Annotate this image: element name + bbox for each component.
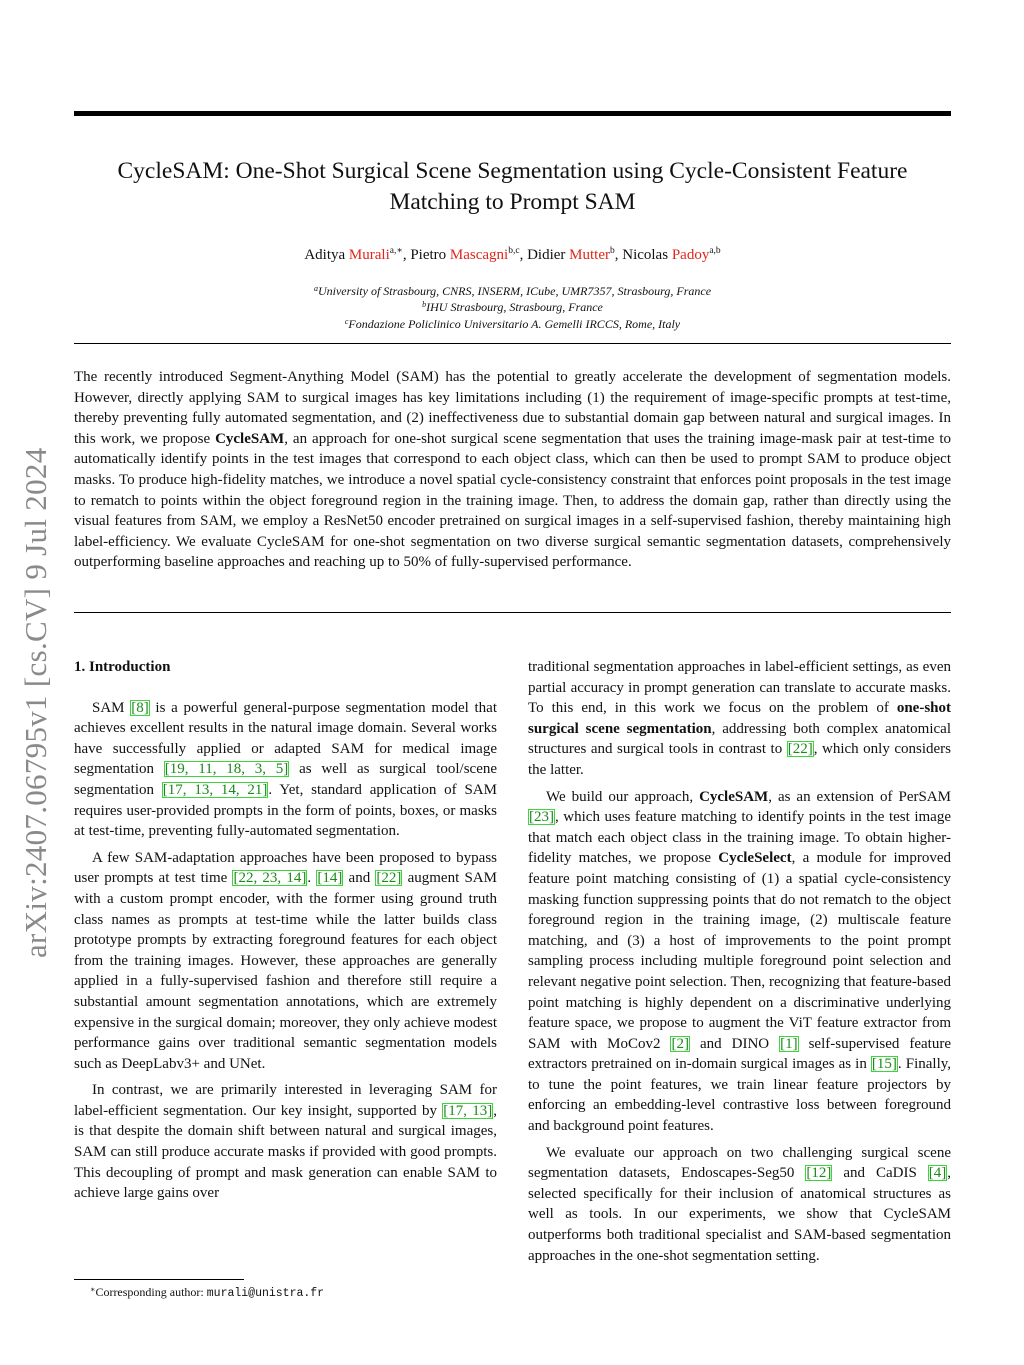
- abstract-method-name: CycleSAM: [215, 430, 285, 447]
- citation-link[interactable]: [12]: [806, 1165, 832, 1182]
- citation-link[interactable]: [22]: [376, 870, 402, 887]
- author-link[interactable]: Padoy: [671, 247, 710, 263]
- right-column: [528, 657, 951, 1266]
- affiliation-text: University of Strasbourg, CNRS, INSERM, ICube, UMR7357, Strasbourg, France: [317, 284, 712, 298]
- affiliation-line: [74, 299, 951, 315]
- intro-paragraph-6: We evaluate our approach on two challenging surgical scene segmentation datasets, Endoscapes-Seg50 [12] and CaDIS [4], selected specifically for their inclusion of anatomical structures as well as tools. In our experiments, we show that CycleSAM outperforms both traditional specialist and SAM-based segmentation approaches in the one-shot segmentation setting.: [528, 1144, 951, 1264]
- author-affil-mark: b,c: [508, 246, 520, 256]
- top-rule: [74, 111, 951, 116]
- intro-paragraph-5: We build our approach, CycleSAM, as an extension of PerSAM [23], which uses feature matching to identify points in the test image that match each object class in the training image. To obtain higher-fidelity matches, we propose CycleSelect, a module for improved feature point matching consisting of (1) a spatial cycle-consistency masking function suppressing points that do not rematch to the object foreground region in the training image, (2) multiscale feature matching, and (3) a host of improvements to the point prompt sampling process including multiple foreground point selection and relevant negative point selection. Then, recognizing that feature-based point matching is highly dependent on a discriminative underlying feature space, we propose to augment the ViT feature extractor from SAM with MoCov2 [2] and DINO [1] self-supervised feature extractors pretrained on in-domain surgical images as in [15]. Finally, to tune the point features, we train linear feature projectors by enforcing an embedding-level contrastive loss between foreground and background point features.: [528, 788, 952, 1135]
- title-line-1: CycleSAM: One-Shot Surgical Scene Segmentation using Cycle-Consistent Feature: [117, 158, 908, 184]
- emphasis-text: one-shot surgical scene segmentation: [528, 700, 951, 737]
- citation-link[interactable]: [2]: [671, 1035, 689, 1052]
- citation-link[interactable]: [17, 13]: [443, 1102, 493, 1119]
- abstract: [74, 367, 951, 573]
- affiliations: [74, 283, 951, 332]
- title-line-2: Matching to Prompt SAM: [389, 189, 636, 215]
- affiliation-text: IHU Strasbourg, Strasbourg, France: [426, 300, 603, 315]
- citation-link[interactable]: [1]: [780, 1035, 798, 1052]
- author-list: Aditya Murali$^{a,∗}$, Pietro Mascagni$^{b,c}$, Didier Mutter$^b$, Nicolas Padoy$^{a,b}$: [304, 246, 721, 263]
- affiliation-mark: c: [344, 316, 349, 326]
- paper-title: [74, 156, 951, 218]
- author-link[interactable]: Mutter: [569, 247, 610, 263]
- author-affil-mark: a,b: [709, 246, 721, 256]
- author-affil-mark: b: [609, 246, 615, 256]
- author-first-name: Aditya: [304, 247, 349, 263]
- abstract-text: The recently introduced Segment-Anything Model (SAM) has the potential to greatly accelerate the development of segmentation models. However, directly applying SAM to surgical images has key limitations including (1) the requirement of image-specific prompts at test-time, thereby preventing fully automated segmentation, and (2) ineffectiveness due to substantial domain gap between natural and surgical images. In this work, we propose: [74, 369, 951, 447]
- affiliation-text: Fondazione Policlinico Universitario A. Gemelli IRCCS, Rome, Italy: [348, 316, 681, 331]
- abstract-bottom-rule: [74, 612, 951, 613]
- footnote: [90, 1284, 324, 1302]
- affiliation-mark: a: [313, 284, 318, 293]
- emphasis-text: CycleSelect: [718, 850, 792, 867]
- affiliation-mark: b: [422, 300, 427, 310]
- citation-link[interactable]: [14]: [317, 870, 343, 887]
- citation-link[interactable]: [15]: [871, 1056, 897, 1073]
- citation-link[interactable]: [22, 23, 14]: [233, 870, 307, 887]
- footnote-mark: ∗: [90, 1285, 96, 1294]
- citation-link[interactable]: [23]: [529, 809, 554, 826]
- affiliation-line: [74, 316, 951, 332]
- left-column: [74, 657, 497, 1204]
- affiliation-line: [74, 283, 951, 299]
- arxiv-identifier[interactable]: arXiv:2407.06795v1 [cs.CV] 9 Jul 2024: [18, 447, 53, 958]
- intro-paragraph-2: A few SAM-adaptation approaches have been proposed to bypass user prompts at test time [22, 23, 14]. [14] and [22] augment SAM with a custom prompt encoder, with the former using ground truth class names as prompts at test-time while the latter builds class prototype prompts by extracting foreground features for each object from the training images. However, these approaches are generally applied in a fully-supervised fashion and therefore still require a substantial amount segmentation annotations, which are extremely expensive in the surgical domain; moreover, they only achieve modest performance gains over traditional semantic segmentation models such as DeepLabv3+ and UNet.: [74, 849, 497, 1072]
- citation-link[interactable]: [17, 13, 14, 21]: [162, 781, 268, 798]
- author-link[interactable]: Murali: [348, 247, 390, 263]
- corresponding-email[interactable]: murali@unistra.fr: [206, 1287, 325, 1300]
- footnote-label: Corresponding author:: [95, 1285, 207, 1299]
- abstract-text: , an approach for one-shot surgical scene segmentation that uses the training image-mask pair at test-time to automatically identify points in the test images that correspond to each object class, which can then be used to prompt SAM to produce object masks. To produce high-fidelity matches, we introduce a novel spatial cycle-consistency constraint that enforces point proposals in the test image to rematch to points within the object foreground region in the training image. Then, to address the domain gap, rather than directly using the visual features from SAM, we employ a ResNet50 encoder pretrained on surgical images in a self-supervised fashion, thereby maintaining high label-efficiency. We evaluate CycleSAM for one-shot segmentation on two diverse surgical semantic segmentation datasets, comprehensively outperforming baseline approaches and reaching up to 50% of fully-supervised performance.: [74, 430, 951, 571]
- author-first-name: Didier: [527, 247, 570, 263]
- citation-link[interactable]: [8]: [131, 699, 149, 716]
- abstract-top-rule: [74, 343, 951, 344]
- author-affil-mark: a,∗: [389, 246, 403, 256]
- footnote-rule: [74, 1279, 244, 1280]
- author-first-name: Pietro: [410, 247, 450, 263]
- citation-link[interactable]: [4]: [928, 1165, 947, 1182]
- author-first-name: Nicolas: [622, 247, 672, 263]
- citation-link[interactable]: [19, 11, 18, 3, 5]: [164, 761, 289, 778]
- intro-paragraph-4: traditional segmentation approaches in label-efficient settings, as even partial accuracy in prompt generation can translate to accurate masks. To this end, in this work we focus on the problem of one-shot surgical scene segmentation, addressing both complex anatomical structures and surgical tools in contrast to [22], which only considers the latter.: [528, 659, 951, 778]
- intro-paragraph-3: In contrast, we are primarily interested in leveraging SAM for label-efficient segmentation. Our key insight, supported by [17, 13], is that despite the domain shift between natural and surgical images, SAM can still produce accurate masks if provided with good prompts. This decoupling of prompt and mask generation can enable SAM to achieve large gains over: [74, 1082, 497, 1202]
- author-link[interactable]: Mascagni: [449, 247, 509, 263]
- emphasis-text: CycleSAM: [699, 788, 769, 805]
- section-heading: 1. Introduction: [74, 659, 171, 675]
- intro-paragraph-1: SAM [8] is a powerful general-purpose segmentation model that achieves excellent results in the natural image domain. Several works have successfully applied or adapted SAM for medical image segmentation [19, 11, 18, 3, 5] as well as surgical tool/scene segmentation [17, 13, 14, 21]. Yet, standard application of SAM requires user-provided prompts in the form of points, boxes, or masks at test-time, preventing fully-automated segmentation.: [74, 699, 498, 840]
- citation-link[interactable]: [22]: [787, 741, 813, 758]
